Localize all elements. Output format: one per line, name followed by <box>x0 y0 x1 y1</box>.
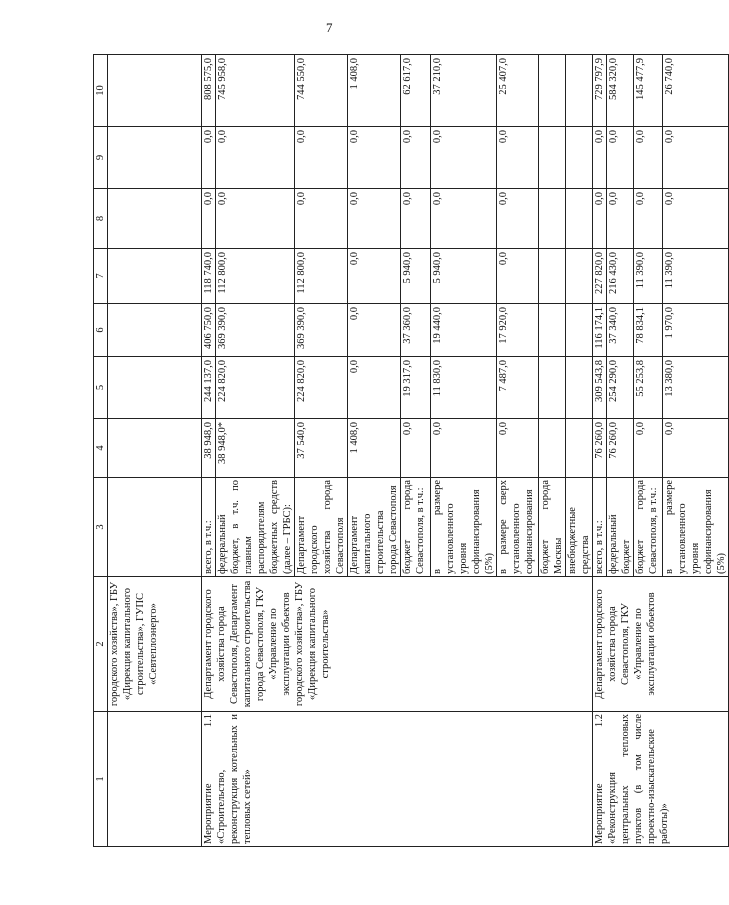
value-cell: 0,0 <box>348 357 401 419</box>
empty-cell <box>108 419 202 478</box>
value-cell <box>539 55 566 127</box>
value-cell <box>539 189 566 249</box>
value-cell: 118 740,0 <box>202 249 216 304</box>
column-header-7: 7 <box>94 249 108 304</box>
empty-cell <box>108 127 202 189</box>
funding-source-cell: бюджет города Севастополя, в т.ч.: <box>401 478 431 577</box>
continuation-row <box>108 55 202 847</box>
value-cell: 224 820,0 <box>295 357 348 419</box>
empty-cell <box>108 478 202 577</box>
value-cell: 0,0 <box>663 127 729 189</box>
value-cell: 244 137,0 <box>202 357 216 419</box>
funding-source-cell: федеральный бюджет <box>607 478 634 577</box>
value-cell: 309 543,8 <box>593 357 607 419</box>
value-cell <box>566 249 593 304</box>
value-cell <box>539 357 566 419</box>
column-header-6: 6 <box>94 304 108 357</box>
funding-source-cell: Департамент городского хозяйства города Севастополя <box>295 478 348 577</box>
value-cell: 369 390,0 <box>216 304 295 357</box>
measure-title-cell <box>108 712 202 847</box>
value-cell: 745 958,0 <box>216 55 295 127</box>
funding-source-cell: бюджет города Москвы <box>539 478 566 577</box>
value-cell: 5 940,0 <box>431 249 497 304</box>
header-row <box>94 55 108 847</box>
value-cell: 112 800,0 <box>295 249 348 304</box>
value-cell: 55 253,8 <box>634 357 663 419</box>
empty-cell <box>108 249 202 304</box>
value-cell <box>566 304 593 357</box>
value-cell: 38 948,0 <box>202 419 216 478</box>
value-cell: 216 430,0 <box>607 249 634 304</box>
value-cell <box>539 249 566 304</box>
funding-source-cell: всего, в т.ч.: <box>202 478 216 577</box>
value-cell: 0,0 <box>497 419 539 478</box>
value-cell: 11 390,0 <box>663 249 729 304</box>
empty-cell <box>108 55 202 127</box>
value-cell: 0,0 <box>431 189 497 249</box>
funding-source-cell: бюджет города Севастополя, в т.ч.: <box>634 478 663 577</box>
value-cell <box>566 419 593 478</box>
value-cell: 145 477,9 <box>634 55 663 127</box>
value-cell: 369 390,0 <box>295 304 348 357</box>
table-row <box>202 55 216 847</box>
budget-table <box>93 54 729 847</box>
value-cell: 744 550,0 <box>295 55 348 127</box>
empty-cell <box>108 304 202 357</box>
value-cell: 37 540,0 <box>295 419 348 478</box>
value-cell <box>566 357 593 419</box>
value-cell: 5 940,0 <box>401 249 431 304</box>
funding-source-cell: в размере сверх установленного софинансирования <box>497 478 539 577</box>
value-cell: 227 820,0 <box>593 249 607 304</box>
value-cell: 37 210,0 <box>431 55 497 127</box>
executors-cell: Департамент городского хозяйства города Севастополя, Департамент капитального строительства города Севастополя, ГКУ «Управление по эксплуатации объектов городского хозяйства», ГБУ «Дирекция капитального строительства» <box>202 577 593 712</box>
value-cell: 0,0 <box>634 127 663 189</box>
measure-title-cell: Мероприятие 1.1 «Строительство, реконструкция котельных и тепловых сетей» <box>202 712 593 847</box>
value-cell <box>566 55 593 127</box>
value-cell: 11 390,0 <box>634 249 663 304</box>
column-header-10: 10 <box>94 55 108 127</box>
executors-cell: городского хозяйства», ГБУ «Дирекция капитального строительства», ГУПС «Севтеплоэнерго» <box>108 577 202 712</box>
value-cell: 1 970,0 <box>663 304 729 357</box>
value-cell: 0,0 <box>663 189 729 249</box>
value-cell: 729 797,9 <box>593 55 607 127</box>
value-cell: 0,0 <box>663 419 729 478</box>
value-cell: 38 948,0* <box>216 419 295 478</box>
column-header-9: 9 <box>94 127 108 189</box>
funding-source-cell: в размере установленного уровня софинансирования (5%) <box>431 478 497 577</box>
value-cell <box>539 419 566 478</box>
value-cell: 76 260,0 <box>593 419 607 478</box>
funding-source-cell: федеральный бюджет, в т.ч. по главным распорядителям бюджетных средств (далее – ГРБС): <box>216 478 295 577</box>
value-cell: 0,0 <box>216 189 295 249</box>
value-cell: 25 407,0 <box>497 55 539 127</box>
value-cell: 17 920,0 <box>497 304 539 357</box>
value-cell: 0,0 <box>593 189 607 249</box>
value-cell: 0,0 <box>634 419 663 478</box>
value-cell: 254 290,0 <box>607 357 634 419</box>
executors-cell: Департамент городского хозяйства города Севастополя, ГКУ «Управление по эксплуатации объектов <box>593 577 729 712</box>
value-cell: 0,0 <box>348 249 401 304</box>
value-cell: 406 750,0 <box>202 304 216 357</box>
value-cell: 0,0 <box>497 127 539 189</box>
value-cell: 76 260,0 <box>607 419 634 478</box>
value-cell: 7 487,0 <box>497 357 539 419</box>
value-cell <box>566 189 593 249</box>
value-cell: 0,0 <box>607 127 634 189</box>
value-cell: 0,0 <box>401 189 431 249</box>
column-header-2: 2 <box>94 577 108 712</box>
value-cell: 808 575,0 <box>202 55 216 127</box>
value-cell: 0,0 <box>634 189 663 249</box>
value-cell: 0,0 <box>295 127 348 189</box>
empty-cell <box>108 357 202 419</box>
value-cell: 0,0 <box>216 127 295 189</box>
rotated-table-container <box>93 55 727 847</box>
value-cell: 224 820,0 <box>216 357 295 419</box>
value-cell: 78 834,1 <box>634 304 663 357</box>
column-header-1: 1 <box>94 712 108 847</box>
value-cell: 37 340,0 <box>607 304 634 357</box>
value-cell: 0,0 <box>497 249 539 304</box>
value-cell: 584 320,0 <box>607 55 634 127</box>
column-header-4: 4 <box>94 419 108 478</box>
funding-source-cell: в размере установленного уровня софинансирования (5%) <box>663 478 729 577</box>
table-row <box>593 55 607 847</box>
column-header-5: 5 <box>94 357 108 419</box>
value-cell: 112 800,0 <box>216 249 295 304</box>
value-cell: 0,0 <box>607 189 634 249</box>
value-cell <box>539 127 566 189</box>
value-cell: 13 380,0 <box>663 357 729 419</box>
funding-source-cell: Департамент капитального строительства города Севастополя <box>348 478 401 577</box>
value-cell <box>566 127 593 189</box>
value-cell: 0,0 <box>348 304 401 357</box>
value-cell: 0,0 <box>431 127 497 189</box>
value-cell <box>539 304 566 357</box>
value-cell: 0,0 <box>348 127 401 189</box>
value-cell: 0,0 <box>348 189 401 249</box>
value-cell: 1 408,0 <box>348 419 401 478</box>
value-cell: 0,0 <box>401 127 431 189</box>
value-cell: 0,0 <box>401 419 431 478</box>
value-cell: 26 740,0 <box>663 55 729 127</box>
column-header-8: 8 <box>94 189 108 249</box>
value-cell: 0,0 <box>593 127 607 189</box>
value-cell: 116 174,1 <box>593 304 607 357</box>
value-cell: 62 617,0 <box>401 55 431 127</box>
funding-source-cell: внебюджетные средства <box>566 478 593 577</box>
value-cell: 0,0 <box>497 189 539 249</box>
value-cell: 0,0 <box>202 127 216 189</box>
value-cell: 19 317,0 <box>401 357 431 419</box>
measure-title-cell: Мероприятие 1.2 «Реконструкция центральных тепловых пунктов (в том числе проектно-изыскательские работы)» <box>593 712 729 847</box>
value-cell: 1 408,0 <box>348 55 401 127</box>
value-cell: 0,0 <box>431 419 497 478</box>
value-cell: 0,0 <box>202 189 216 249</box>
page-number: 7 <box>326 20 333 35</box>
value-cell: 19 440,0 <box>431 304 497 357</box>
value-cell: 11 830,0 <box>431 357 497 419</box>
column-header-3: 3 <box>94 478 108 577</box>
funding-source-cell: всего, в т.ч.: <box>593 478 607 577</box>
empty-cell <box>108 189 202 249</box>
value-cell: 37 360,0 <box>401 304 431 357</box>
value-cell: 0,0 <box>295 189 348 249</box>
